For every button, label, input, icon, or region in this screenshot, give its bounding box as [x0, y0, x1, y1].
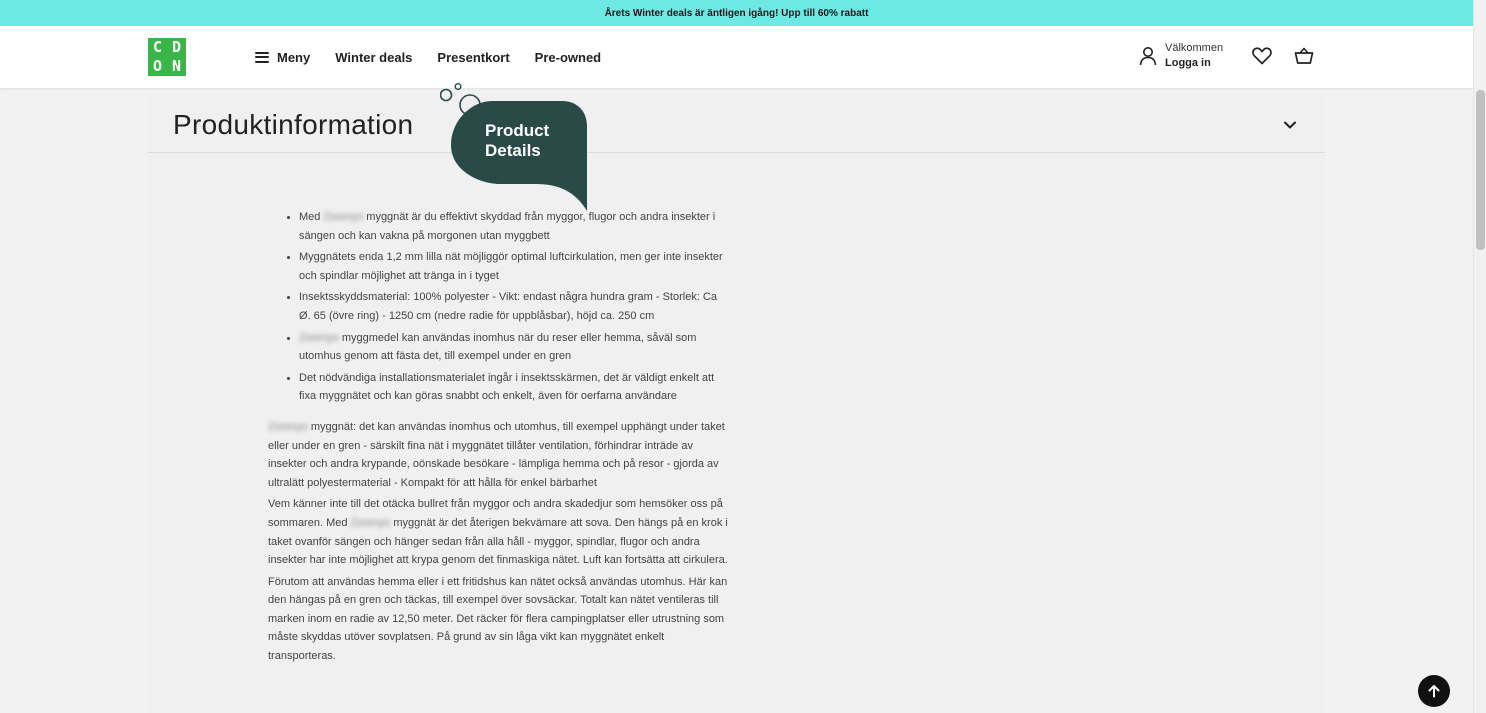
- brand-name: Zoomyo: [323, 211, 364, 223]
- product-description: [268, 205, 728, 669]
- main-nav: [255, 26, 626, 88]
- nav-item-presentkort[interactable]: Presentkort: [437, 49, 510, 65]
- hamburger-icon: [255, 52, 269, 63]
- promo-banner[interactable]: [0, 0, 1473, 26]
- logo-letter: D: [171, 38, 182, 56]
- product-details-label: Product Details: [485, 121, 550, 160]
- scroll-to-top-button[interactable]: [1418, 675, 1450, 707]
- brand-name: Zoomyo: [350, 516, 391, 529]
- brand-name: Zoomyo: [299, 331, 339, 344]
- account-login[interactable]: [1139, 41, 1223, 71]
- login-link[interactable]: Logga in: [1165, 57, 1211, 69]
- description-paragraph: Zoomyo myggnät: det kan användas inomhus och utomhus, till exempel upphängt under taket eller under en gren - särskilt fina nät i myggnätet tillåter ventilation, förhindrar inträde av insekter och andra krypande, oönskade besökare - lämpliga hemma och på resor - gjorda av ultralätt polyestermaterial - Kompakt för att hålla för enkel bärbarhet: [268, 418, 728, 492]
- cdon-logo[interactable]: [148, 38, 186, 76]
- description-paragraph: Förutom att användas hemma eller i ett fritidshus kan nätet också användas utomhus. Här kan den hängas på en gren och täckas, till exempel över sovsäckar. Totalt kan nätet ventileras till marken inom en radie av 12,50 meter. Det räcker för flera campingplatser eller utrustning som måste skyddas utöver sovplatsen. På grund av sin låga vikt kan myggnätet enkelt transporteras.: [268, 575, 728, 663]
- list-item: Zoomyo myggmedel kan användas inomhus när du reser eller hemma, såväl som utomhus genom att fästa det, till exempel under en gren: [299, 329, 728, 366]
- scrollbar-thumb[interactable]: [1476, 90, 1485, 250]
- site-header: [0, 26, 1473, 88]
- promo-text: Årets Winter deals är äntligen igång! Upp till 60% rabatt: [604, 7, 869, 19]
- logo-letter: N: [171, 57, 182, 75]
- menu-label: Meny: [277, 49, 311, 65]
- list-item: Med Zoomyo myggnät är du effektivt skyddad från myggor, flugor och andra insekter i sängen och kan vakna på morgonen utan myggbett: [299, 208, 728, 245]
- logo-letter: O: [152, 57, 163, 75]
- feature-list: [268, 208, 728, 406]
- description-paragraph: Vem känner inte till det otäcka bullret från myggor och andra skadedjur som hemsöker oss på sommaren. Med Zoomyo myggnät är det återigen bekvämare att sova. Den hängs på en krok i taket ovanför sängen och hänger sedan från alla håll - myggor, spindlar, flugor och andra insekter har inte möjlighet att krypa genom det finmaskiga nätet. Luft kan fortsätta att cirkulera.: [268, 498, 728, 567]
- list-item: Det nödvändiga installationsmaterialet ingår i insektsskärmen, det är väldigt enkelt att fixa myggnätet och kan göras snabbt och enkelt, även för oerfarna användare: [299, 369, 728, 406]
- heart-icon[interactable]: [1252, 47, 1272, 65]
- logo-letter: C: [152, 38, 163, 56]
- user-icon: [1139, 46, 1157, 66]
- list-item: Myggnätets enda 1,2 mm lilla nät möjliggör optimal luftcirkulation, men ger inte insekter och spindlar möjlighet att tränga in i tyget: [299, 248, 728, 285]
- list-item: Insektsskyddsmaterial: 100% polyester - Vikt: endast några hundra gram - Storlek: Ca Ø. 65 (övre ring) - 1250 cm (nedre radie för uppblåsbar), höjd ca. 250 cm: [299, 288, 728, 325]
- basket-icon[interactable]: [1294, 46, 1314, 65]
- product-info-header[interactable]: [148, 97, 1325, 153]
- nav-item-winter-deals[interactable]: Winter deals: [335, 49, 413, 65]
- panel-title: Produktinformation: [173, 109, 414, 140]
- page-scrollbar[interactable]: [1473, 0, 1486, 713]
- account-greeting: Välkommen: [1165, 42, 1224, 54]
- brand-name: Zoomyo: [268, 420, 308, 433]
- menu-button[interactable]: [255, 50, 310, 65]
- chevron-down-icon: [1282, 117, 1298, 133]
- nav-item-pre-owned[interactable]: Pre-owned: [534, 49, 602, 65]
- arrow-up-icon: [1427, 684, 1441, 698]
